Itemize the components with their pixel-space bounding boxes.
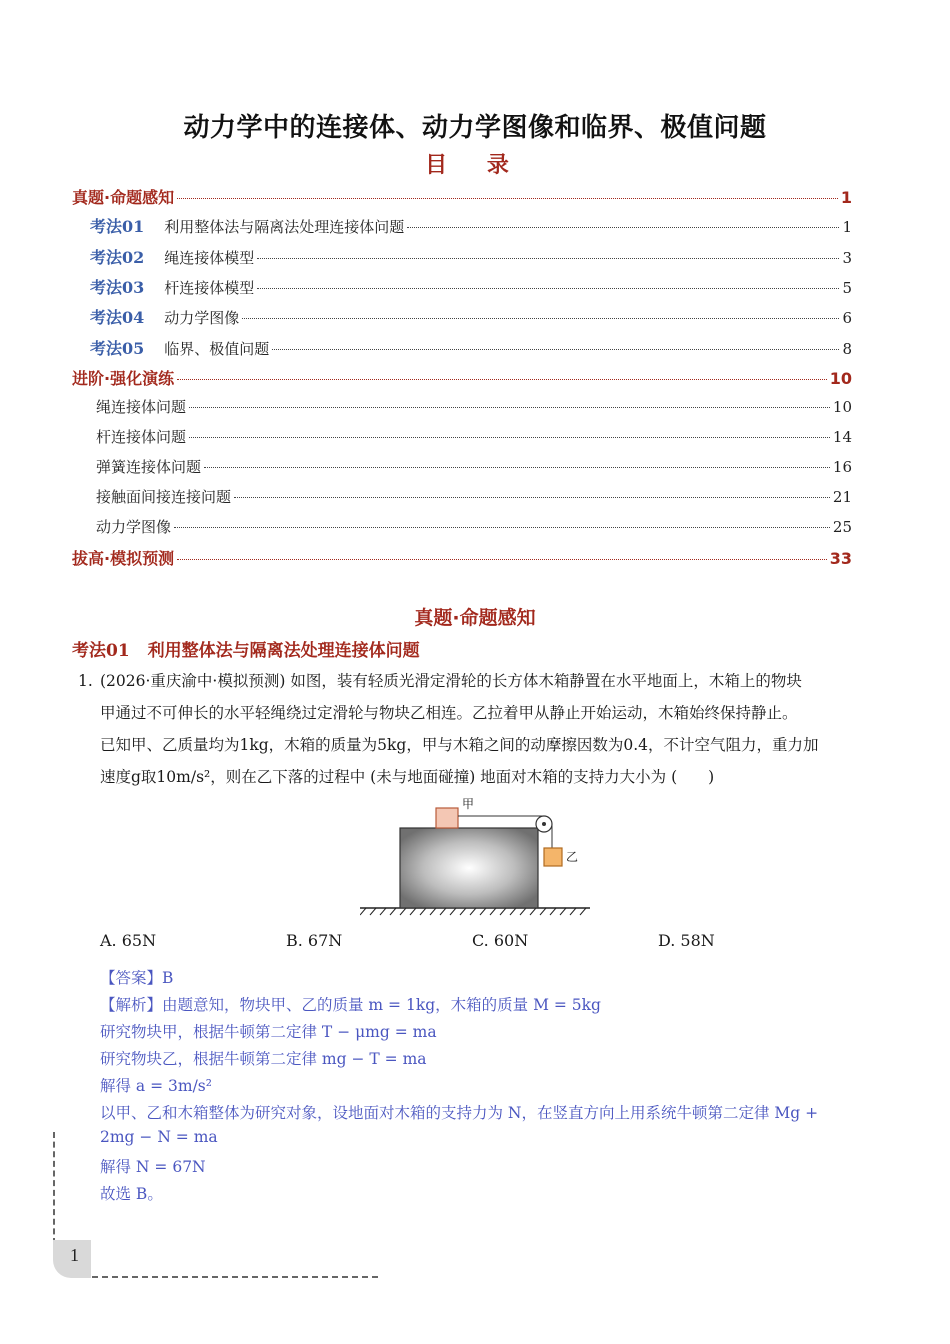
option-a[interactable]: A. 65N (100, 931, 157, 950)
toc-entry-page: 14 (832, 428, 852, 446)
pulley-box-diagram (360, 796, 590, 916)
toc-entry-section-3[interactable] (72, 546, 852, 569)
toc-entry-label: 临界、极值问题 (164, 340, 270, 358)
toc-entry-practice-2[interactable] (96, 426, 852, 447)
toc-entry-page: 21 (832, 488, 852, 506)
toc-entry-label: 绳连接体模型 (164, 249, 255, 267)
toc-entry-page: 6 (842, 309, 852, 327)
toc-entry-practice-1[interactable] (96, 396, 852, 417)
toc-entry-tag: 考法03 (90, 278, 145, 297)
analysis-line: 解得 a = 3m/s² (100, 1077, 212, 1095)
kaofa-tag: 考法01 (72, 641, 130, 661)
toc-entry-section-2[interactable] (72, 366, 852, 389)
block-jia (436, 808, 458, 828)
analysis-line: 研究物块乙，根据牛顿第二定律 mg − T = ma (100, 1050, 427, 1068)
toc-entry-page: 3 (842, 249, 852, 267)
question-line: 甲通过不可伸长的水平轻绳绕过定滑轮与物块乙相连。乙拉着甲从静止开始运动，木箱始终保持静止。 (100, 704, 798, 722)
toc-entry-label: 弹簧连接体问题 (96, 458, 202, 476)
option-c[interactable]: C. 60N (472, 931, 529, 950)
page-frame-left (53, 1132, 55, 1244)
toc-entry-tag: 考法04 (90, 308, 145, 327)
option-d[interactable]: D. 58N (658, 931, 715, 950)
option-b[interactable]: B. 67N (286, 931, 343, 950)
toc-entry-label: 接触面间接连接问题 (96, 488, 232, 506)
question-line: 速度g取10m/s²，则在乙下落的过程中 (未与地面碰撞) 地面对木箱的支持力大小为 ( ) (100, 768, 715, 786)
wooden-box (400, 828, 538, 908)
kaofa-label: 利用整体法与隔离法处理连接体问题 (147, 641, 420, 661)
pulley-axle (542, 822, 546, 826)
block-yi (544, 848, 562, 866)
question-number: 1. (78, 672, 93, 690)
toc-entry-page: 33 (829, 549, 852, 568)
toc-heading: 目 录 (425, 153, 525, 178)
kaofa-title (72, 636, 420, 661)
toc-entry-tag: 考法01 (90, 217, 145, 236)
toc-entry-label: 拔高·模拟预测 (72, 549, 175, 568)
label-jia: 甲 (462, 797, 475, 811)
page-frame-bottom (92, 1276, 378, 1278)
toc-entry-page: 1 (842, 218, 852, 236)
toc-entry-practice-4[interactable] (96, 486, 852, 507)
document-title: 动力学中的连接体、动力学图像和临界、极值问题 (183, 113, 767, 143)
toc-entry-label: 利用整体法与隔离法处理连接体问题 (164, 218, 405, 236)
toc-entry-label: 绳连接体问题 (96, 398, 187, 416)
analysis-line: 解得 N = 67N (100, 1158, 206, 1176)
analysis-line: 故选 B。 (100, 1185, 163, 1203)
toc-entry-kaofa-04[interactable] (90, 305, 852, 328)
question-line: 已知甲、乙质量均为1kg，木箱的质量为5kg，甲与木箱之间的动摩擦因数为0.4，不计空气阻力，重力加 (100, 736, 819, 754)
answer-line: 【答案】B (100, 969, 174, 987)
toc-entry-label: 真题·命题感知 (72, 188, 175, 207)
toc-entry-kaofa-02[interactable] (90, 245, 852, 268)
toc-entry-page: 5 (842, 279, 852, 297)
toc-entry-kaofa-01[interactable] (90, 214, 852, 237)
toc-entry-kaofa-05[interactable] (90, 336, 852, 359)
toc-entry-tag: 考法05 (90, 339, 145, 358)
toc-entry-kaofa-03[interactable] (90, 275, 852, 298)
toc-entry-label: 杆连接体模型 (164, 279, 255, 297)
toc-entry-label: 杆连接体问题 (96, 428, 187, 446)
toc-entry-label: 进阶·强化演练 (72, 369, 175, 388)
toc-entry-page: 25 (832, 518, 852, 536)
toc-entry-label: 动力学图像 (164, 309, 240, 327)
toc-entry-tag: 考法02 (90, 248, 145, 267)
analysis-line: 2mg − N = ma (100, 1128, 218, 1146)
toc-entry-practice-3[interactable] (96, 456, 852, 477)
page-number: 1 (70, 1245, 79, 1265)
toc-entry-page: 10 (832, 398, 852, 416)
toc-entry-page: 8 (842, 340, 852, 358)
label-yi: 乙 (566, 850, 579, 864)
ground-hatch (360, 908, 586, 915)
analysis-line: 研究物块甲，根据牛顿第二定律 T − μmg = ma (100, 1023, 437, 1041)
analysis-line: 【解析】由题意知，物块甲、乙的质量 m = 1kg，木箱的质量 M = 5kg (100, 996, 601, 1014)
toc-entry-page: 16 (832, 458, 852, 476)
toc-entry-page: 10 (829, 369, 852, 388)
analysis-line: 以甲、乙和木箱整体为研究对象，设地面对木箱的支持力为 N，在竖直方向上用系统牛顿第二定律 Mg + (100, 1104, 819, 1122)
toc-entry-section-1[interactable] (72, 185, 852, 208)
question-line: (2026·重庆渝中·模拟预测) 如图，装有轻质光滑定滑轮的长方体木箱静置在水平地面上，木箱上的物块 (100, 672, 802, 690)
section-title: 真题·命题感知 (414, 607, 536, 629)
toc-entry-label: 动力学图像 (96, 518, 172, 536)
toc-entry-page: 1 (840, 188, 852, 207)
toc-entry-practice-5[interactable] (96, 516, 852, 537)
